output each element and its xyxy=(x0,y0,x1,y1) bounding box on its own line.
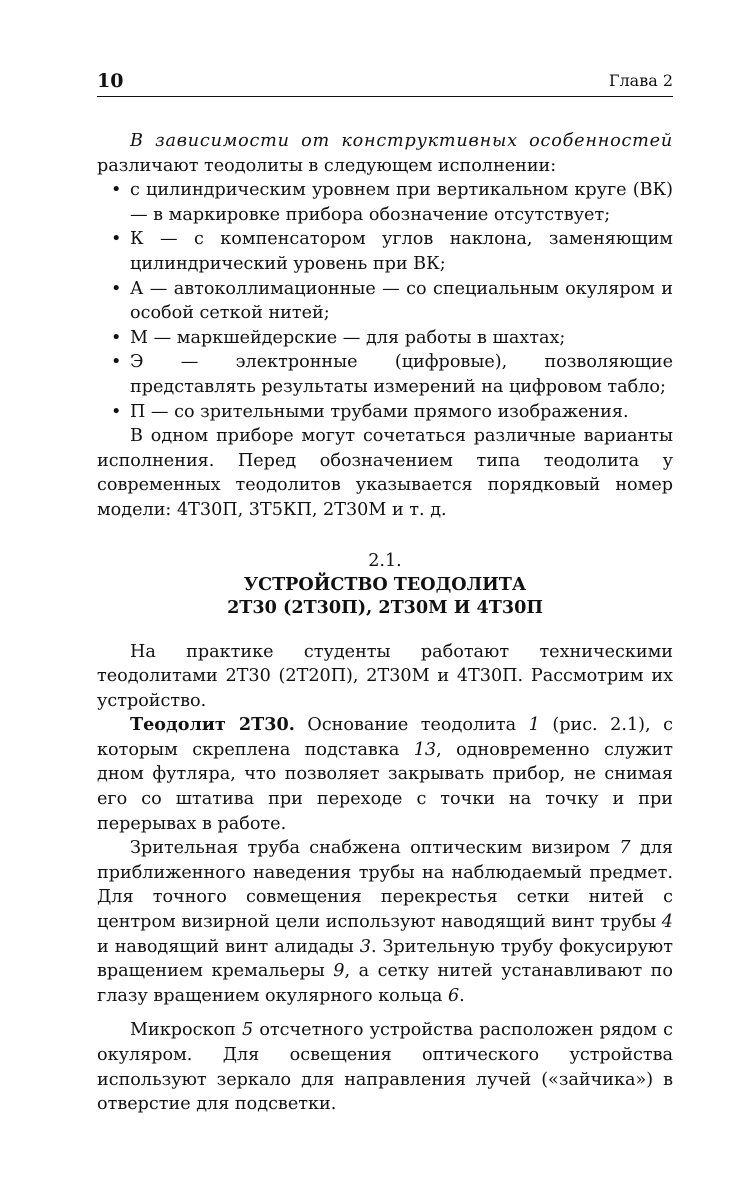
page-body xyxy=(97,129,673,1117)
paragraph-2: Теодолит 2Т30. Основание теодолита 1 (рис. 2.1), с которым скреплена подставка 13, одновременно служит дном футляра, что позволяет закрывать прибор, не снимая его со штатива при переходе с точки на точку и при перерывах в работе. xyxy=(97,714,674,834)
running-header xyxy=(97,70,673,97)
paragraph-4: Микроскоп 5 отсчетного устройства расположен рядом с окуляром. Для освещения оптического устройства используют зеркало для направления лучей («зайчика») в отверстие для подсветки. xyxy=(97,1020,674,1115)
paragraph-gap xyxy=(97,1008,673,1018)
variants-list xyxy=(97,178,673,424)
variants-note-paragraph: В одном приборе могут сочетаться различные варианты исполнения. Перед обозначением типа теодолита у современных теодолитов указывается порядковый номер модели: 4Т30П, 3Т5КП, 2Т30М и т. д. xyxy=(97,426,673,520)
list-item: • с цилиндрическим уровнем при вертикальном круге (ВК) — в маркировке прибора обозначение отсутствует; xyxy=(111,180,673,225)
intro-paragraph xyxy=(97,129,673,178)
figure-ref: 1 xyxy=(528,715,540,736)
bullet: • xyxy=(111,278,122,299)
paragraph-3: Зрительная труба снабжена оптическим визиром 7 для приближенного наведения трубы на наблюдаемый предмет. Для точного совмещения перекрестья сетки нитей с центром визирной цели используют наводящий винт трубы 4 и наводящий винт алидады 3. Зрительную трубу фокусируют вращением кремальеры 9, а сетку нитей устанавливают по глазу вращением окулярного кольца 6. xyxy=(97,838,674,1006)
figure-ref: 5 xyxy=(241,1020,254,1041)
figure-ref: 6 xyxy=(447,985,460,1006)
bullet: • xyxy=(111,180,122,201)
page-number: 10 xyxy=(97,70,124,92)
figure-ref: 7 xyxy=(619,838,631,859)
figure-ref: 4 xyxy=(661,912,673,933)
chapter-label: Глава 2 xyxy=(608,71,673,90)
theodolite-heading: Теодолит 2Т30. xyxy=(130,714,295,736)
list-item: • А — автоколлимационные — со специальным окуляром и особой сеткой нитей; xyxy=(111,278,673,324)
intro-italic-lead: В зависимости от конструктивных особенностей xyxy=(130,131,673,151)
bullet: • xyxy=(111,327,122,348)
bullet: • xyxy=(111,229,122,250)
section-title-line2: 2Т30 (2Т30П), 2Т30М И 4Т30П xyxy=(227,596,543,618)
list-item: • Э — электронные (цифровые), позволяющие представлять результаты измерений на цифровом табло; xyxy=(111,352,673,397)
figure-ref: 3 xyxy=(359,936,371,957)
section-title-line1: УСТРОЙСТВО ТЕОДОЛИТА xyxy=(243,573,527,595)
figure-ref: 9 xyxy=(333,961,345,982)
bullet: • xyxy=(111,401,122,422)
bullet: • xyxy=(111,352,122,373)
list-item: • М — маркшейдерские — для работы в шахтах; xyxy=(97,326,673,351)
list-item: • П — со зрительными трубами прямого изображения. xyxy=(97,400,673,425)
section-heading xyxy=(97,550,673,619)
intro-rest: различают теодолиты в следующем исполнении: xyxy=(97,155,557,176)
paragraph-1: На практике студенты работают техническими теодолитами 2Т30 (2Т20П), 2Т30М и 4Т30П. Рассмотрим их устройство. xyxy=(97,641,673,711)
figure-ref: 13 xyxy=(413,739,437,760)
section-number: 2.1. xyxy=(368,550,402,571)
list-item: • К — с компенсатором углов наклона, заменяющим цилиндрический уровень при ВК; xyxy=(111,229,673,274)
